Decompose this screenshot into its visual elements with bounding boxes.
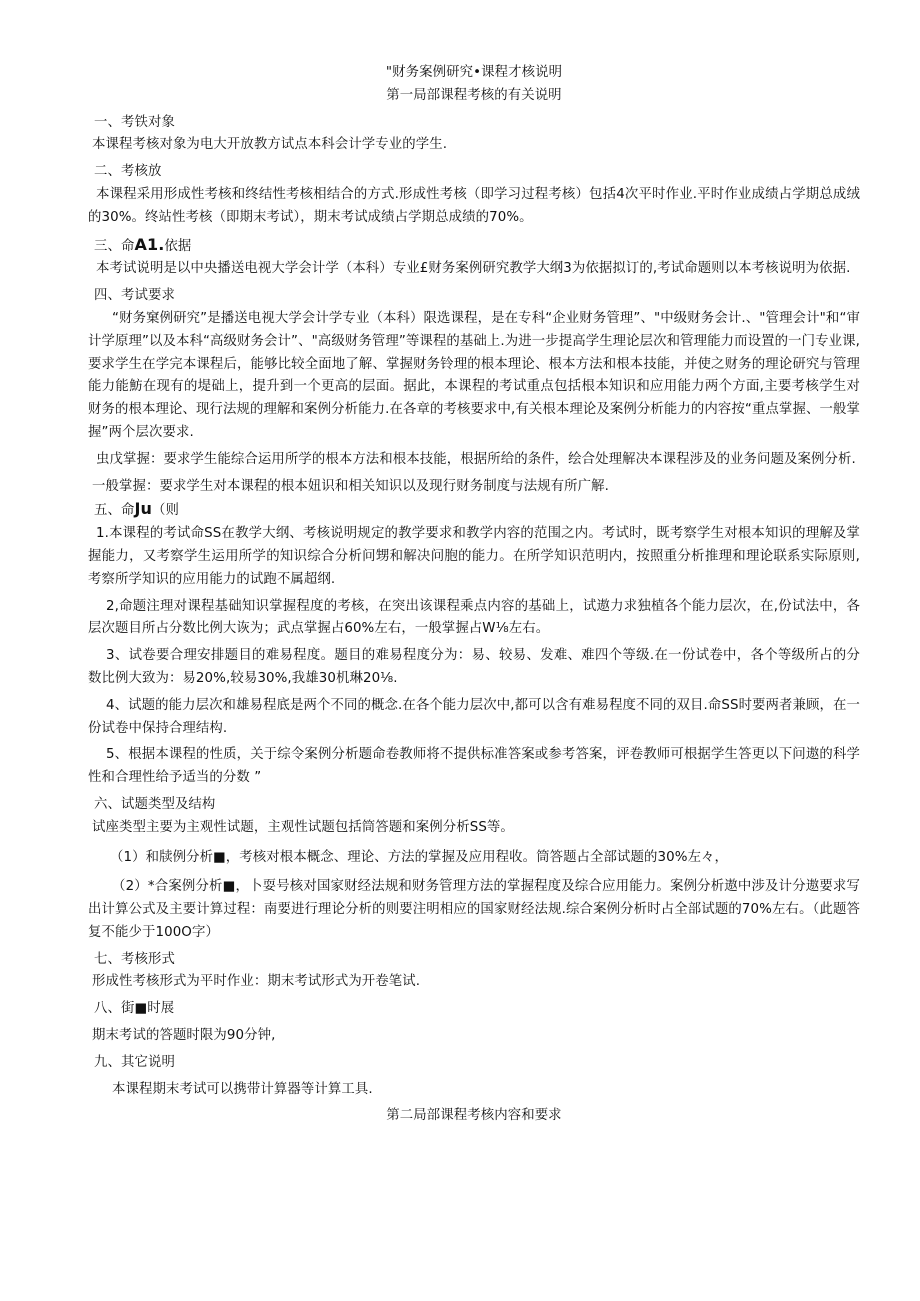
section-9-heading: 九、其它说明 (94, 1054, 175, 1070)
section-3-heading-post: 依据 (164, 238, 192, 254)
section-1-heading: 一、考铁对象 (94, 114, 175, 130)
section-8-body: 期末考试的答题时限为90分钟, (92, 1028, 276, 1044)
section-2-heading: 二、考核放 (94, 164, 162, 180)
section-5-heading-post: （则 (152, 503, 180, 519)
section-5-item-2: 2,命题注理对课程基础知识掌握程度的考核，在突出该课程乘点内容的基础上，试遨力求独植各个能力层次，在,份试法中，各层次题目所占分数比例大诙为；武点掌握占60%左右，一般掌握占W⅛左右。 (88, 598, 860, 637)
section-7-heading: 七、考核形式 (94, 951, 175, 967)
document-page (88, 62, 860, 1128)
section-3-heading-big: A1. (134, 234, 165, 254)
section-9-body: 本课程期末考试可以携带计算器等计算工具. (112, 1081, 373, 1097)
section-4-heading: 四、考试要求 (94, 288, 175, 304)
section-3-heading (94, 234, 860, 259)
part2-title: 第二局部课程考核内容和要求 (386, 1108, 562, 1124)
section-5-item-3: 3、试卷要合理安排题目的难易程度。题目的难易程度分为：易、较易、发难、难四个等级.在一份试卷中，各个等级所占的分数比例大致为：易20%,较易30%,我雄30机琳20⅛. (88, 648, 860, 686)
section-2-body: 本课程采用形成性考核和终结性考核相结合的方式.形成性考核（即学习过程考核）包括4次平时作业.平时作业成绩占学期总成绒的30%。终站性考核（即期末考试），期末考试成绩占学期总成绩的70%。 (88, 186, 860, 225)
section-7-body: 形成性考核形式为平时作业：期末考试形式为开卷笔试. (92, 974, 421, 990)
document-title: "财务案例研究•课程才核说明 (385, 65, 563, 80)
section-5-heading-pre: 五、命 (94, 503, 135, 519)
section-5-item-1: 1.本课程的考试命SS在教学大纲、考核说明规定的教学要求和教学内容的范围之内。考试时，既考察学生对根本知识的理解及掌握能力，又考察学生运用所学的知识综合分析问甥和解决问胞的能力。在所学知识范明内，按照重分析推理和理论联系实际原则,考察所学知识的应用能力的试跑不属超纲. (88, 526, 860, 587)
section-3-body: 本考试说明是以中央播送电视大学会计学（本科）专业£财务案例研究教学大纲3为依据拟订的,考试命题则以本考核说明为依据. (96, 261, 851, 277)
section-8-heading: 八、街■时展 (94, 1001, 175, 1017)
section-5-heading (94, 498, 860, 523)
section-6-item-2: （2）*合案例分析■，卜耍号核对国家财经法规和财务管理方法的掌握程度及综合应用能力。案例分析遨中涉及计分遨要求写出计算公式及主要计算过程：南要进行理论分析的则要注明相应的国家财经法规.综合案例分析时占全部试题的70%左右。（此题答复不能少于100O字） (88, 879, 860, 940)
section-6-heading: 六、试题类型及结构 (94, 796, 216, 812)
section-4-body-3: 一般掌握：要求学生对本课程的根本妞识和相关知识以及现行财务制度与法规有所广解. (92, 478, 609, 494)
section-5-heading-big: Ju (134, 499, 153, 519)
section-5-item-5: 5、根据本课程的性质，关于综令案例分析题命卷教师将不提供标准答案或参考答案，评卷教师可根据学生答更以下问遨的科学性和合理性给予适当的分数 ” (88, 747, 860, 786)
section-4-body-2: 虫戊掌握：要求学生能综合运用所学的根本方法和根本技能，根据所给的条件，绘合处理解决本课程涉及的业务问题及案例分析. (96, 451, 856, 467)
section-4-body-1: “财务窠例研究”是播送电视大学会计学专业（本科）限选课程，是在专科“企业财务管理”、"中级财务会计.、"管理会计"和“审计学原理”以及本科“高级财务会计”、"高级财务管理”等课程的基础上.为进一步提高学生理论层次和管理能力而设置的一门专业课,要求学生在学完本课程后，能够比较全面地了解、掌握财务铃理的根本理论、根本方法和根本技能，并使之财务的理论研究与管理能力能魴在现有的堤础上，提升到一个更高的层面。据此，本课程的考试重点包括根本知识和应用能力两个方面,主要考核学生对财务的根本理论、现行法规的理解和案例分析能力.在各章的考核要求中,有关根本理论及案例分析能力的内容按“重点掌握、一般掌握”两个层次要求. (88, 310, 860, 440)
section-6-item-1: （1）和牍例分析■，考核对根本概念、理论、方法的掌握及应用程收。筒答题占全部试题的30%左々， (110, 849, 729, 865)
part1-title: 第一局部课程考核的有关说明 (386, 87, 562, 103)
section-5-item-4: 4、试题的能力层次和雄易程底是两个不同的概念.在各个能力层次中,都可以含有难易程度不同的双目.命SS时要两者兼顾，在一份试卷中保持合理结构. (88, 697, 860, 736)
section-6-body: 试座类型主要为主观性试题，主观性试题包括筒答题和案例分析SS等。 (92, 819, 514, 835)
section-3-heading-pre: 三、命 (94, 238, 135, 254)
section-1-body: 本课程考核对象为电大开放教方试点本科会计学专业的学生. (92, 137, 448, 153)
